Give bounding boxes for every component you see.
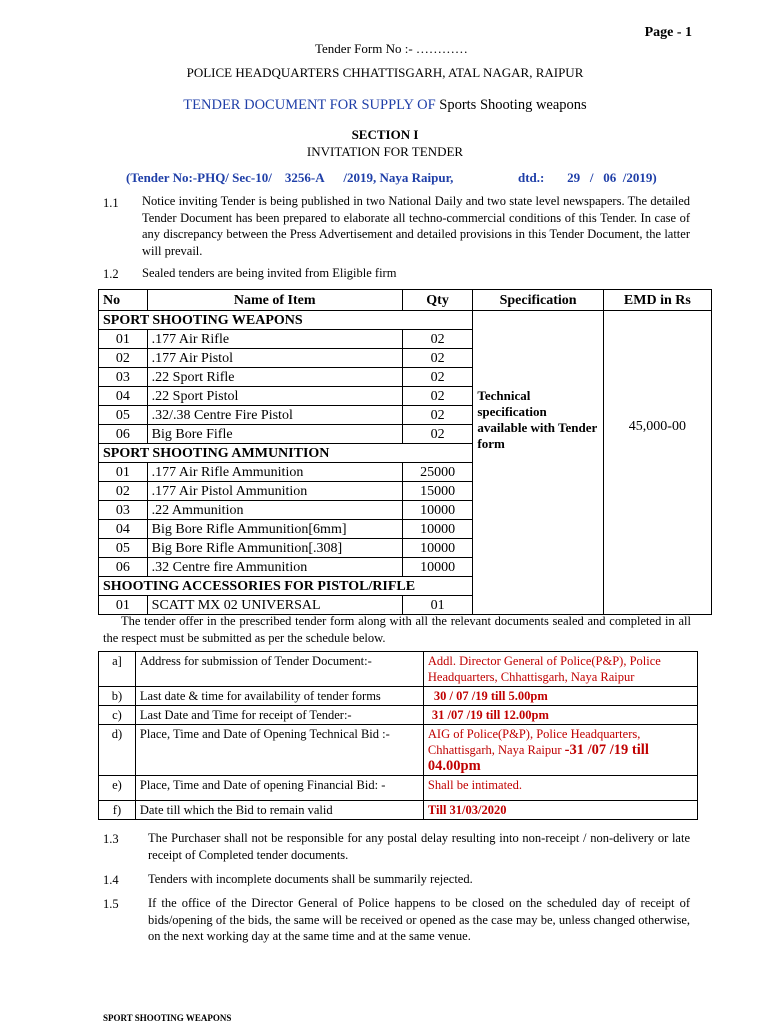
schedule-description: Last Date and Time for receipt of Tender:-: [135, 706, 423, 725]
row-no: 03: [99, 368, 148, 387]
row-no: 06: [99, 425, 148, 444]
clause-text: Tenders with incomplete documents shall be summarily rejected.: [148, 872, 473, 886]
row-name: .177 Air Pistol Ammunition: [147, 482, 402, 501]
row-name: .22 Sport Rifle: [147, 368, 402, 387]
schedule-description: Date till which the Bid to remain valid: [135, 801, 423, 820]
schedule-row: [99, 687, 698, 706]
row-no: 01: [99, 463, 148, 482]
items-table: [98, 289, 712, 615]
table-section-row: [99, 311, 712, 330]
row-qty: 02: [402, 368, 473, 387]
col-header-spec: Specification: [473, 290, 603, 311]
clause-number: 1.3: [103, 832, 119, 846]
row-qty: 25000: [402, 463, 473, 482]
clause-number: 1.1: [103, 196, 119, 210]
section-heading: SPORT SHOOTING WEAPONS: [99, 311, 473, 330]
schedule-intro: The tender offer in the prescribed tender form along with all the relevant documents sealed and completed in all the respect must be submitted as per the schedule below.: [103, 614, 691, 645]
schedule-description: Address for submission of Tender Document:-: [135, 652, 423, 687]
row-name: SCATT MX 02 UNIVERSAL: [147, 596, 402, 615]
clause-text: Sealed tenders are being invited from Eligible firm: [142, 266, 397, 280]
row-name: .177 Air Rifle: [147, 330, 402, 349]
col-header-emd: EMD in Rs: [603, 290, 711, 311]
spec-spacer: [473, 311, 603, 330]
schedule-table: [98, 651, 698, 820]
schedule-row: [99, 706, 698, 725]
row-name: .177 Air Pistol: [147, 349, 402, 368]
specification-cell: Technical specification available with Tender form: [473, 330, 603, 615]
row-name: .177 Air Rifle Ammunition: [147, 463, 402, 482]
row-qty: 02: [402, 425, 473, 444]
schedule-letter: d): [99, 725, 136, 776]
row-name: .22 Sport Pistol: [147, 387, 402, 406]
row-no: 01: [99, 330, 148, 349]
section-heading: SPORT SHOOTING AMMUNITION: [99, 444, 473, 463]
schedule-value: Shall be intimated.: [423, 776, 697, 801]
clause-text: Notice inviting Tender is being published in two National Daily and two state level newspapers. The detailed Tender Document has been prepared to elaborate all techno-commercial conditions of this Tender. In case of any discrepancy between the Press Advertisement and detailed provisions in this Tender Document, the latter will prevail.: [142, 194, 690, 258]
schedule-value: 31 /07 /19 till 12.00pm: [423, 706, 697, 725]
schedule-row: [99, 776, 698, 801]
tender-number: (Tender No:-PHQ/ Sec-10/ 3256-A /2019, Naya Raipur,: [126, 170, 454, 185]
clause-number: 1.5: [103, 897, 119, 911]
col-header-name: Name of Item: [147, 290, 402, 311]
row-no: 05: [99, 406, 148, 425]
row-no: 04: [99, 520, 148, 539]
row-no: 04: [99, 387, 148, 406]
section-heading: SHOOTING ACCESSORIES FOR PISTOL/RIFLE: [99, 577, 473, 596]
clause-number: 1.4: [103, 873, 119, 887]
section-subtitle: INVITATION FOR TENDER: [306, 144, 464, 159]
row-no: 06: [99, 558, 148, 577]
row-qty: 10000: [402, 539, 473, 558]
row-qty: 01: [402, 596, 473, 615]
section-title: SECTION I: [351, 127, 419, 142]
emd-spacer: [603, 311, 711, 330]
document-title-prefix: TENDER DOCUMENT FOR SUPPLY OF: [183, 97, 436, 113]
table-row: [99, 330, 712, 349]
tender-form-number: Tender Form No :- …………: [315, 41, 468, 56]
schedule-letter: e): [99, 776, 136, 801]
schedule-description: Place, Time and Date of opening Financial Bid: -: [135, 776, 423, 801]
document-title: [0, 97, 770, 114]
schedule-description: Last date & time for availability of tender forms: [135, 687, 423, 706]
schedule-value: Till 31/03/2020: [423, 801, 697, 820]
row-no: 05: [99, 539, 148, 558]
page-number: Page - 1: [644, 25, 692, 40]
row-qty: 10000: [402, 520, 473, 539]
row-name: Big Bore Fifle: [147, 425, 402, 444]
schedule-letter: a]: [99, 652, 136, 687]
row-name: .22 Ammunition: [147, 501, 402, 520]
row-qty: 15000: [402, 482, 473, 501]
schedule-letter: f): [99, 801, 136, 820]
row-qty: 02: [402, 406, 473, 425]
row-name: Big Bore Rifle Ammunition[.308]: [147, 539, 402, 558]
schedule-description: Place, Time and Date of Opening Technical Bid :-: [135, 725, 423, 776]
emd-cell: 45,000-00: [603, 330, 711, 615]
row-no: 01: [99, 596, 148, 615]
table-header-row: [99, 290, 712, 311]
schedule-value-date: -31 /07 /19 till 04.00pm: [427, 742, 649, 774]
schedule-letter: c): [99, 706, 136, 725]
schedule-letter: b): [99, 687, 136, 706]
row-no: 02: [99, 349, 148, 368]
schedule-value: Addl. Director General of Police(P&P), Police Headquarters, Chhattisgarh, Naya Raipur: [423, 652, 697, 687]
row-name: .32/.38 Centre Fire Pistol: [147, 406, 402, 425]
row-qty: 02: [402, 330, 473, 349]
schedule-row: [99, 725, 698, 776]
row-qty: 10000: [402, 558, 473, 577]
schedule-row: [99, 801, 698, 820]
schedule-value: [423, 725, 697, 776]
clause-text: If the office of the Director General of Police happens to be closed on the scheduled day of receipt of bids/opening of the bids, the same will be received or opened as the case may be, unless changed otherwise, on the next working day at the same time and at the same venue.: [148, 896, 690, 943]
document-title-subject: Sports Shooting weapons: [439, 97, 587, 113]
clause-number: 1.2: [103, 267, 119, 281]
row-qty: 10000: [402, 501, 473, 520]
schedule-value-place: AIG of Police(P&P), Police Headquarters, Chhattisgarh, Naya Raipur: [427, 727, 641, 757]
col-header-qty: Qty: [402, 290, 473, 311]
page-footer: SPORT SHOOTING WEAPONS: [103, 1013, 232, 1023]
schedule-value: 30 / 07 /19 till 5.00pm: [423, 687, 697, 706]
row-name: Big Bore Rifle Ammunition[6mm]: [147, 520, 402, 539]
row-no: 03: [99, 501, 148, 520]
row-qty: 02: [402, 349, 473, 368]
organization-heading: POLICE HEADQUARTERS CHHATTISGARH, ATAL NAGAR, RAIPUR: [186, 65, 584, 80]
clause-text: The Purchaser shall not be responsible for any postal delay resulting into non-receipt / non-delivery or late receipt of Completed tender documents.: [148, 831, 690, 862]
tender-date: dtd.: 29 / 06 /2019): [518, 170, 657, 185]
row-no: 02: [99, 482, 148, 501]
row-name: .32 Centre fire Ammunition: [147, 558, 402, 577]
col-header-no: No: [99, 290, 148, 311]
schedule-row: [99, 652, 698, 687]
row-qty: 02: [402, 387, 473, 406]
